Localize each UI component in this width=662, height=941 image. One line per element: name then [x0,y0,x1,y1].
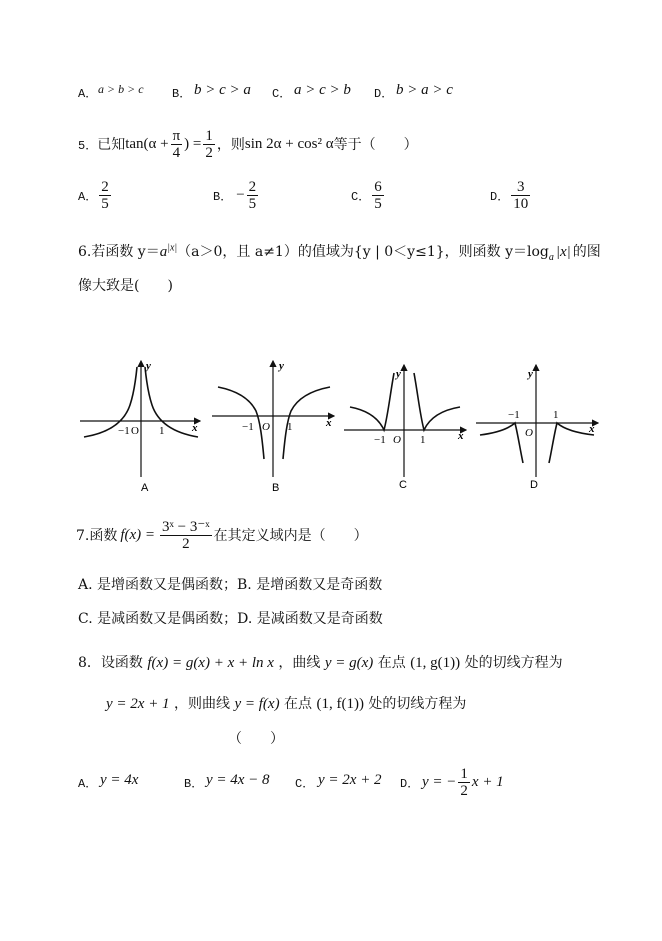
q8-curve: y = g(x) [324,655,374,671]
q8-option-d-expr [422,762,504,802]
q5-stem [78,126,418,162]
q5-option-b-label: B． [213,190,233,204]
q8-option-d-num: 1 [460,765,468,782]
q6-sub: a [548,251,554,263]
q8-line2-curve: y = f(x) [234,696,280,712]
q8-option-c-expr: y = 2x + 2 [318,772,382,788]
q5-expr: sin 2α + cos² α [244,135,334,152]
graph-c-y-label: y [396,368,401,380]
q5-four: 4 [172,144,181,161]
q5-tail: 等于（ ） [333,137,418,153]
q5-half [203,128,215,161]
graph-label-c: C [399,479,407,491]
q8-line2-point: (1, f(1)) [316,696,364,712]
graph-c-left-curve [350,373,394,430]
q8-line1 [78,652,563,672]
q6-line1 [78,241,601,263]
q5-option-c-label: C． [351,190,371,204]
q5-option-d-frac [511,179,530,212]
q8-line2-mid: ，则曲线 [174,696,231,712]
graph-c-origin: O [393,434,401,446]
q8-option-c-label: C． [295,777,315,791]
q7-frac [160,519,212,552]
q5-tan: tan(α + [125,135,169,152]
q6-absx: |x| [555,244,571,260]
graph-a-origin: O [131,425,139,437]
q4-option-c-expr: a > c > b [294,82,351,98]
q7-num: 3ˣ − 3⁻ˣ [162,518,210,535]
q5-option-b-sign: − [236,187,245,203]
q8-option-a-label: A． [78,777,98,791]
q8-option-d-den: 2 [460,782,468,799]
q5-option-b [213,179,260,212]
q5-option-d-den: 10 [513,196,529,212]
graph-b-x-label: x [326,417,332,429]
q7-option-line-1: A. 是增函数又是偶函数；B. 是增函数又是奇函数 [78,577,383,593]
q5-option-d [490,179,532,212]
q8-option-d-label: D． [400,777,420,791]
graph-b-tick-1: 1 [287,421,293,433]
q7-den: 2 [182,535,190,552]
q8-lead: 8．设函数 [78,655,143,671]
q6-line1-b: （a＞0，且 a≠1）的值域为{y | 0＜y≤1}，则函数 y＝log [177,244,549,260]
graph-d-tick-1: 1 [553,409,559,421]
graph-label-a: A [141,482,149,494]
q8-tail: 处的切线方程为 [464,655,563,671]
q4-option-c-label: C． [272,87,292,101]
q4-option-a-label: A． [78,87,98,101]
q8-option-b-expr: y = 4x − 8 [206,772,270,788]
graph-d-x-label: x [589,423,595,435]
q7-tail: 在其定义域内是（ ） [213,528,368,544]
q4-option-a-expr: a > b > c [98,82,144,96]
q5-lead: 已知 [97,137,126,153]
q8-mid: ，曲线 [278,655,321,671]
q4-option-d-expr: b > a > c [396,82,453,98]
graph-c-x-label: x [458,430,464,442]
q6-exp: |x| [167,242,178,254]
q5-option-c-num: 6 [374,179,382,195]
q8-point: (1, g(1)) [410,655,461,671]
graph-c [344,365,466,477]
graph-d-tick-neg1: −1 [508,409,520,421]
graph-a-tick-1: 1 [159,425,165,437]
q8-answer-paren: （ ） [228,731,284,747]
q8-line2-expr: y = 2x + 1 [106,696,170,712]
q6-line1-a: 6.若函数 y＝ [78,244,160,260]
q8-f-def: f(x) = g(x) + x + ln x [147,655,274,671]
graph-b-y-label: y [279,360,284,372]
q5-option-c [351,179,386,212]
graph-label-d: D [530,479,538,491]
q4-option-d-label: D． [374,87,394,101]
q8-line2-at: 在点 [284,696,313,712]
q5-option-d-num: 3 [511,179,530,196]
q7-option-line-2: C. 是减函数又是偶函数；D. 是减函数又是奇函数 [78,611,383,627]
graph-a-tick-neg1: −1 [118,425,130,437]
q8-option-d-expr-b: x + 1 [471,773,504,790]
graph-d-y-label: y [528,368,533,380]
q5-option-a-frac [99,179,111,212]
graph-d-origin: O [525,427,533,439]
q5-half-den: 2 [205,144,213,161]
q5-pi-over-four [171,128,183,161]
q8-options [78,762,578,802]
q5-option-a-den: 5 [101,196,109,212]
q5-option-a-label: A． [78,190,98,204]
q8-option-d-frac [458,766,470,799]
graph-d-right-curve [549,423,594,463]
q5-option-b-den: 5 [248,196,257,212]
graph-a-x-label: x [192,422,198,434]
q5-half-num: 1 [205,127,213,144]
graph-label-b: B [272,482,280,494]
q6-line2: 像大致是( ) [78,278,173,294]
graph-a-y-label: y [146,360,151,372]
q5-eq: ) = [184,135,202,152]
q7-lead: 7.函数 [76,528,118,544]
q6-line1-c: 的图 [572,244,601,260]
graph-a-right-curve [145,367,198,437]
graph-c-tick-1: 1 [420,434,426,446]
q8-option-a-expr: y = 4x [100,772,139,788]
graph-d [476,365,598,477]
graph-c-tick-neg1: −1 [374,434,386,446]
graph-b-left-curve [218,387,264,459]
q7-fx: f(x) = [120,526,156,543]
q5-option-d-label: D． [490,190,510,204]
q6-graphs [0,355,662,495]
q7-stem [76,515,368,555]
q6-base: a [159,244,168,260]
q5-number: 5． [78,138,98,153]
q5-option-a-num: 2 [101,179,109,195]
graph-c-right-curve [414,373,460,430]
q4-option-b-label: B． [172,87,192,101]
q5-option-b-frac [247,179,259,212]
q5-option-c-den: 5 [374,196,382,212]
graph-b-origin: O [262,421,270,433]
graph-a [80,360,200,477]
q5-option-c-frac [372,179,384,212]
q8-at: 在点 [377,655,406,671]
q5-pi: π [172,127,181,144]
q8-option-d-expr-a: y = − [422,773,457,790]
graph-d-left-curve [480,423,523,463]
graph-b [212,360,334,477]
q5-option-a [78,179,113,212]
q8-line2-tail: 处的切线方程为 [368,696,467,712]
graph-b-tick-neg1: −1 [242,421,254,433]
q5-then: ，则 [216,137,245,153]
q8-line2 [106,693,466,713]
q5-option-b-num: 2 [248,179,257,195]
q8-option-b-label: B． [184,777,204,791]
q4-option-b-expr: b > c > a [194,82,251,98]
